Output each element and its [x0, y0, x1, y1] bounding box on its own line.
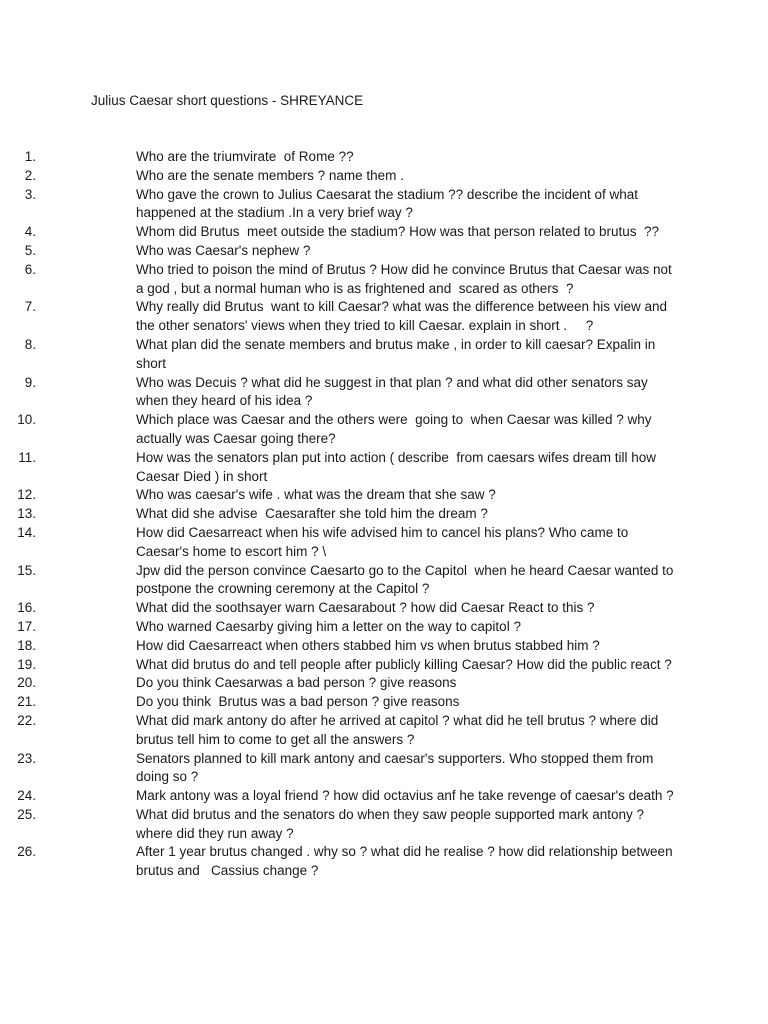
question-number: 25.: [17, 806, 36, 822]
list-item: [0, 674, 676, 693]
question-text: What plan did the senate members and brutus make , in order to kill caesar? Expalin in short: [136, 336, 660, 371]
list-item: [0, 524, 676, 562]
list-item: [0, 712, 676, 750]
question-text: What did brutus do and tell people after publicly killing Caesar? How did the public react ?: [136, 656, 672, 672]
question-text: What did she advise Caesarafter she told him the dream ?: [136, 506, 488, 522]
question-text: How did Caesarreact when others stabbed him vs when brutus stabbed him ?: [136, 637, 600, 653]
question-text: What did brutus and the senators do when they saw people supported mark antony ? where did they run away ?: [136, 806, 648, 841]
question-text: After 1 year brutus changed . why so ? what did he realise ? how did relationship between brutus and Cassius change ?: [136, 844, 677, 879]
question-text: Do you think Caesarwas a bad person ? give reasons: [136, 675, 457, 691]
document-title: Julius Caesar short questions - SHREYANCE: [91, 93, 364, 108]
list-item: [0, 787, 676, 806]
question-number: 7.: [24, 299, 36, 315]
list-item: [0, 167, 676, 186]
question-number: 1.: [24, 149, 36, 164]
question-text: Why really did Brutus want to kill Caesar? what was the difference between his view and the other senators' views when they tried to kill Caesar. explain in short . ?: [136, 299, 671, 334]
question-number: 17.: [17, 618, 36, 634]
question-text: Who gave the crown to Julius Caesarat the stadium ?? describe the incident of what happened at the stadium .In a very brief way ?: [136, 186, 642, 221]
list-item: [0, 411, 676, 449]
question-number: 20.: [17, 675, 36, 691]
question-number: 2.: [24, 167, 36, 183]
list-item: [0, 637, 676, 656]
question-number: 3.: [24, 186, 36, 202]
question-number: 12.: [17, 487, 36, 503]
list-item: [0, 486, 676, 505]
question-text: Mark antony was a loyal friend ? how did octavius anf he take revenge of caesar's death ?: [136, 788, 674, 804]
question-number: 5.: [24, 242, 36, 258]
list-item: [0, 618, 676, 637]
question-text: Do you think Brutus was a bad person ? give reasons: [136, 694, 460, 710]
question-list: [0, 148, 768, 881]
question-number: 9.: [24, 374, 36, 390]
question-text: Who was Decuis ? what did he suggest in that plan ? and what did other senators say when they heard of his idea ?: [136, 374, 652, 409]
question-number: 4.: [24, 224, 36, 240]
list-item: [0, 505, 676, 524]
question-text: Who warned Caesarby giving him a letter on the way to capitol ?: [136, 618, 521, 634]
question-number: 14.: [17, 524, 36, 540]
question-number: 11.: [18, 449, 36, 465]
question-text: Who was Caesar's nephew ?: [136, 242, 311, 258]
list-item: [0, 693, 676, 712]
list-item: [0, 336, 676, 374]
question-text: Which place was Caesar and the others were going to when Caesar was killed ? why actually was Caesar going there?: [136, 412, 656, 446]
list-item: [0, 750, 676, 788]
question-number: 26.: [17, 844, 36, 860]
question-text: How did Caesarreact when his wife advised him to cancel his plans? Who came to Caesar's home to escort him ? \: [136, 524, 633, 559]
list-item: [0, 148, 676, 167]
question-number: 24.: [17, 788, 36, 804]
question-number: 21.: [17, 694, 36, 710]
list-item: [0, 261, 676, 299]
question-number: 6.: [24, 261, 36, 277]
question-number: 16.: [17, 600, 36, 616]
question-number: 22.: [17, 712, 36, 728]
list-item: [0, 806, 676, 844]
question-number: 13.: [17, 506, 36, 522]
question-number: 8.: [24, 336, 36, 352]
question-text: Who are the senate members ? name them .: [136, 167, 404, 183]
list-item: [0, 374, 676, 412]
list-item: [0, 843, 676, 881]
question-number: 18.: [17, 637, 36, 653]
question-text: Who was caesar's wife . what was the dream that she saw ?: [136, 487, 496, 503]
question-text: How was the senators plan put into action ( describe from caesars wifes dream till how Caesar Died ) in short: [136, 449, 660, 484]
list-item: [0, 449, 676, 487]
list-item: [0, 599, 676, 618]
question-text: What did the soothsayer warn Caesarabout ? how did Caesar React to this ?: [136, 600, 595, 616]
list-item: [0, 656, 676, 675]
question-text: What did mark antony do after he arrived at capitol ? what did he tell brutus ? where did brutus tell him to come to get all the answers ?: [136, 712, 663, 747]
question-number: 23.: [17, 750, 36, 766]
question-text: Who tried to poison the mind of Brutus ? How did he convince Brutus that Caesar was not a god , but a normal human who is as frightened and scared as others ?: [136, 261, 676, 296]
question-text: Jpw did the person convince Caesarto go to the Capitol when he heard Caesar wanted to postpone the crowning ceremony at the Capitol ?: [136, 562, 681, 597]
list-item: [0, 562, 681, 600]
question-number: 10.: [17, 412, 36, 428]
list-item: [0, 298, 676, 336]
question-number: 19.: [17, 656, 36, 672]
question-text: Whom did Brutus meet outside the stadium? How was that person related to brutus ??: [136, 224, 660, 240]
list-item: [0, 223, 676, 242]
question-text: Senators planned to kill mark antony and caesar's supporters. Who stopped them from doing so ?: [136, 750, 658, 785]
question-number: 15.: [17, 562, 36, 578]
list-item: [0, 242, 676, 261]
list-item: [0, 186, 676, 224]
question-text: Who are the triumvirate of Rome ??: [136, 149, 354, 164]
